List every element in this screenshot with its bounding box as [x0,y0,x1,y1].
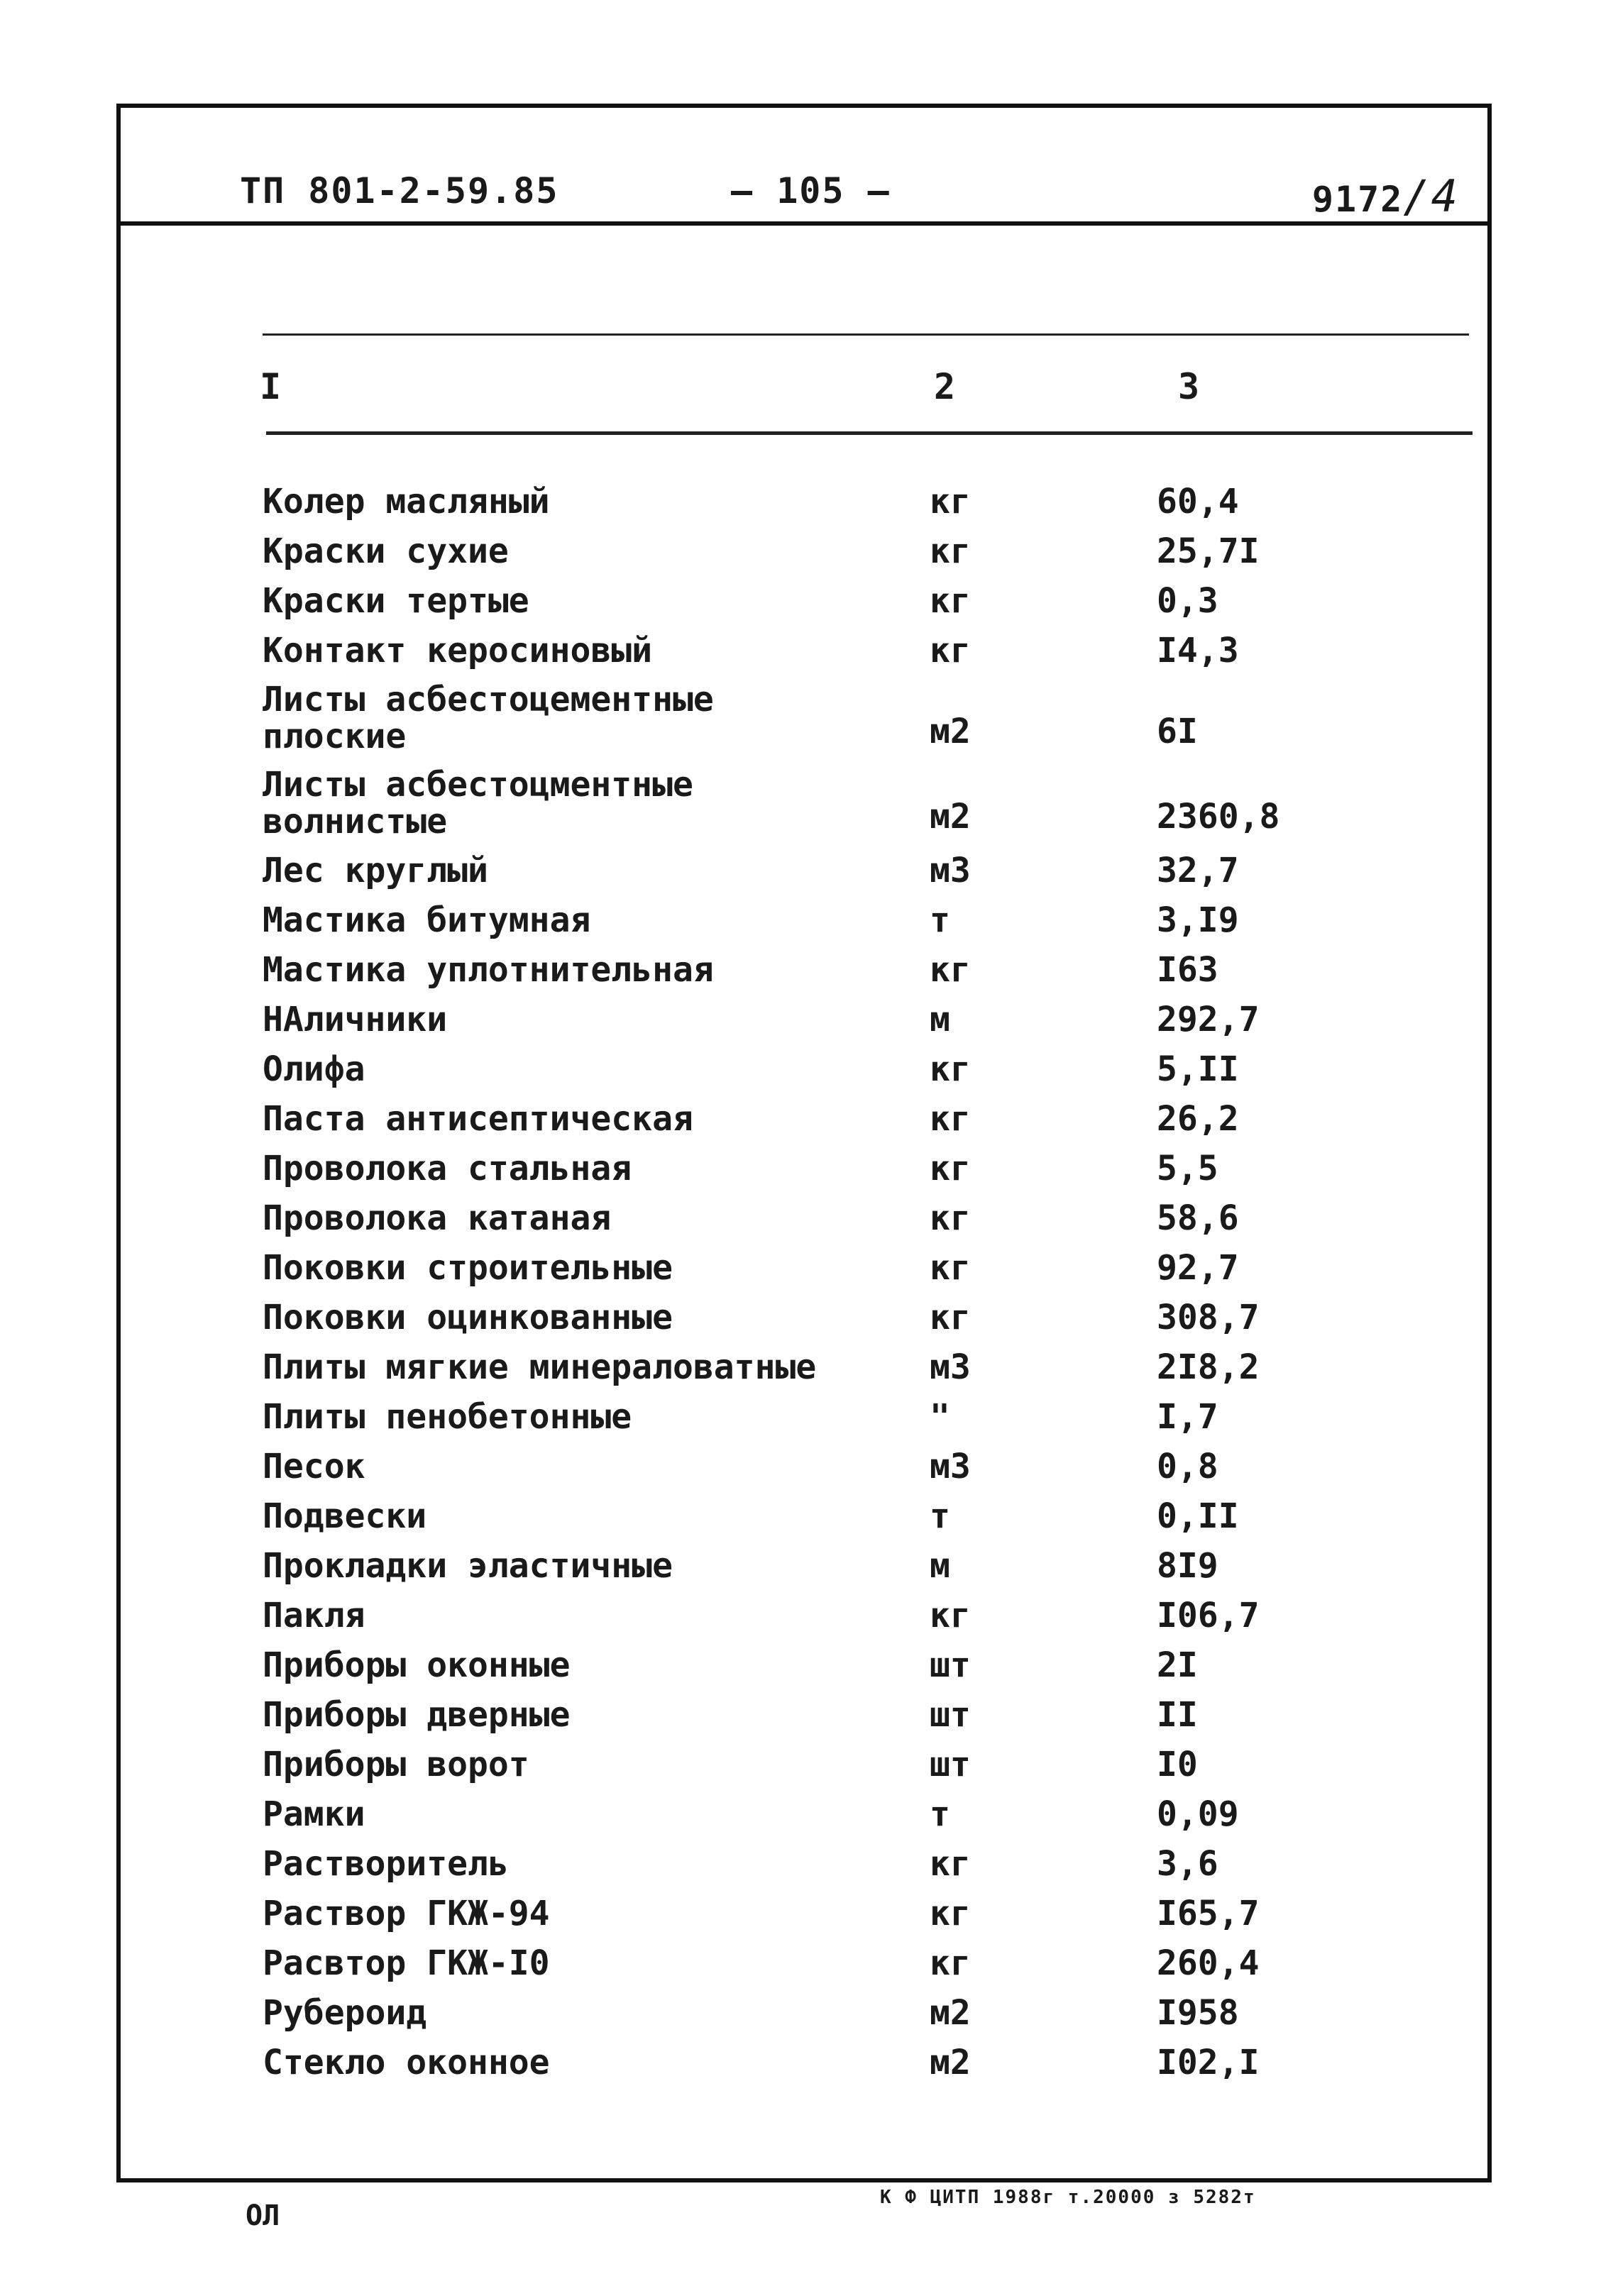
material-quantity: 3,6 [1157,1844,1218,1884]
table-header-rule [266,431,1473,435]
material-unit: кг [930,1596,971,1635]
table-row [121,1988,1487,2038]
material-name: Мастика уплотнительная [263,950,714,990]
table-row [121,526,1487,576]
material-name: Плиты мягкие минераловатные [263,1347,817,1387]
material-name: Рубероид [263,1993,427,2033]
material-unit: т [930,1496,950,1536]
material-name: Контакт керосиновый [263,631,653,670]
header-divider [121,221,1487,226]
material-unit: кг [930,1149,971,1188]
material-unit: кг [930,1049,971,1089]
table-row [121,995,1487,1044]
material-unit: кг [930,1198,971,1238]
material-quantity: 25,7I [1157,531,1260,571]
material-unit: кг [930,581,971,621]
material-quantity: 2360,8 [1157,797,1280,837]
material-name: Пакля [263,1596,365,1635]
material-name: Песок [263,1447,365,1486]
material-name: Рамки [263,1794,365,1834]
table-row [121,1889,1487,1938]
table-row [121,761,1487,846]
table-row [121,626,1487,675]
material-name: Приборы дверные [263,1695,571,1735]
material-unit: шт [930,1695,971,1735]
material-quantity: 5,5 [1157,1149,1218,1188]
material-name: Проволока стальная [263,1149,632,1188]
material-quantity: I,7 [1157,1397,1218,1437]
table-row [121,1342,1487,1392]
material-name: Стекло оконное [263,2043,550,2082]
material-name: Краски сухие [263,531,509,571]
material-unit: шт [930,1645,971,1685]
table-row [121,2038,1487,2087]
material-unit: т [930,900,950,940]
material-name: Приборы ворот [263,1745,529,1784]
material-unit: " [930,1397,950,1437]
material-unit: кг [930,631,971,670]
document-sheet [116,104,1492,2182]
material-unit: м2 [930,1993,971,2033]
material-name: Листы асбестоцементные плоские [263,680,714,756]
material-name: Мастика битумная [263,900,591,940]
material-quantity: 5,II [1157,1049,1239,1089]
table-row [121,1392,1487,1442]
material-quantity: 2I8,2 [1157,1347,1260,1387]
material-unit: кг [930,950,971,990]
table-row [121,1938,1487,1988]
table-row [121,477,1487,526]
material-unit: кг [930,1298,971,1337]
table-row [121,1243,1487,1293]
material-unit: шт [930,1745,971,1784]
material-unit: т [930,1794,950,1834]
material-name: Поковки строительные [263,1248,673,1288]
material-quantity: I06,7 [1157,1596,1260,1635]
material-name: Раствор ГКЖ-94 [263,1894,550,1933]
footer-left-mark: ОЛ [246,2200,280,2232]
material-quantity: 6I [1157,712,1198,751]
material-unit: кг [930,531,971,571]
material-quantity: 308,7 [1157,1298,1260,1337]
material-name: Прокладки эластичные [263,1546,673,1586]
material-quantity: 292,7 [1157,1000,1260,1039]
material-unit: кг [930,482,971,521]
material-unit: м3 [930,1347,971,1387]
material-name: Проволока катаная [263,1198,612,1238]
material-quantity: 92,7 [1157,1248,1239,1288]
material-unit: м2 [930,2043,971,2082]
material-unit: кг [930,1248,971,1288]
material-name: Расвтор ГКЖ-I0 [263,1943,550,1983]
material-quantity: I63 [1157,950,1218,990]
material-quantity: 0,8 [1157,1447,1218,1486]
table-row [121,1442,1487,1491]
table-row [121,1789,1487,1839]
table-row [121,846,1487,895]
material-unit: м2 [930,797,971,837]
table-row [121,675,1487,761]
table-row [121,1740,1487,1789]
material-quantity: 3,I9 [1157,900,1239,940]
page-number: – 105 – [731,170,891,211]
material-name: Подвески [263,1496,427,1536]
table-row [121,1094,1487,1144]
material-unit: кг [930,1943,971,1983]
material-quantity: I0 [1157,1745,1198,1784]
material-unit: кг [930,1894,971,1933]
table-row [121,1044,1487,1094]
table-row [121,1541,1487,1591]
sheet-number-suffix: /4 [1403,170,1459,222]
table-row [121,1690,1487,1740]
table-row [121,895,1487,945]
material-name: Растворитель [263,1844,509,1884]
table-top-rule [263,333,1469,336]
material-unit: кг [930,1099,971,1139]
material-quantity: 260,4 [1157,1943,1260,1983]
table-row [121,945,1487,995]
material-unit: м3 [930,851,971,890]
table-row [121,1293,1487,1342]
sheet-number-main: 9172 [1311,179,1404,220]
material-quantity: II [1157,1695,1198,1735]
material-quantity: I02,I [1157,2043,1260,2082]
material-quantity: 0,II [1157,1496,1239,1536]
material-quantity: I65,7 [1157,1894,1260,1933]
material-unit: м [930,1000,950,1039]
material-name: Олифа [263,1049,365,1089]
table-row [121,1491,1487,1541]
material-quantity: 0,09 [1157,1794,1239,1834]
material-quantity: 0,3 [1157,581,1218,621]
table-row [121,1144,1487,1193]
material-unit: м3 [930,1447,971,1486]
material-unit: м [930,1546,950,1586]
material-quantity: I958 [1157,1993,1239,2033]
material-quantity: 60,4 [1157,482,1239,521]
material-name: Краски тертые [263,581,529,621]
material-name: Листы асбестоцментные волнистые [263,765,693,841]
document-code: ТП 801-2-59.85 [240,170,559,211]
material-quantity: 8I9 [1157,1546,1218,1586]
material-name: НАличники [263,1000,448,1039]
table-row [121,1591,1487,1640]
material-name: Паста антисептическая [263,1099,693,1139]
column-header-3: 3 [1178,366,1200,407]
materials-table [121,477,1487,2087]
material-name: Плиты пенобетонные [263,1397,632,1437]
material-name: Поковки оцинкованные [263,1298,673,1337]
material-name: Приборы оконные [263,1645,571,1685]
material-quantity: I4,3 [1157,631,1239,670]
material-quantity: 26,2 [1157,1099,1239,1139]
material-quantity: 58,6 [1157,1198,1239,1238]
material-quantity: 2I [1157,1645,1198,1685]
material-unit: кг [930,1844,971,1884]
sheet-number [1312,170,1459,222]
material-name: Лес круглый [263,851,488,890]
table-row [121,1839,1487,1889]
column-header-1: I [260,366,282,407]
table-row [121,1193,1487,1243]
material-quantity: 32,7 [1157,851,1239,890]
footer-print-info: К Ф ЦИТП 1988г т.20000 з 5282т [880,2187,1256,2208]
material-unit: м2 [930,712,971,751]
table-row [121,1640,1487,1690]
material-name: Колер масляный [263,482,550,521]
table-row [121,576,1487,626]
column-header-2: 2 [934,366,956,407]
